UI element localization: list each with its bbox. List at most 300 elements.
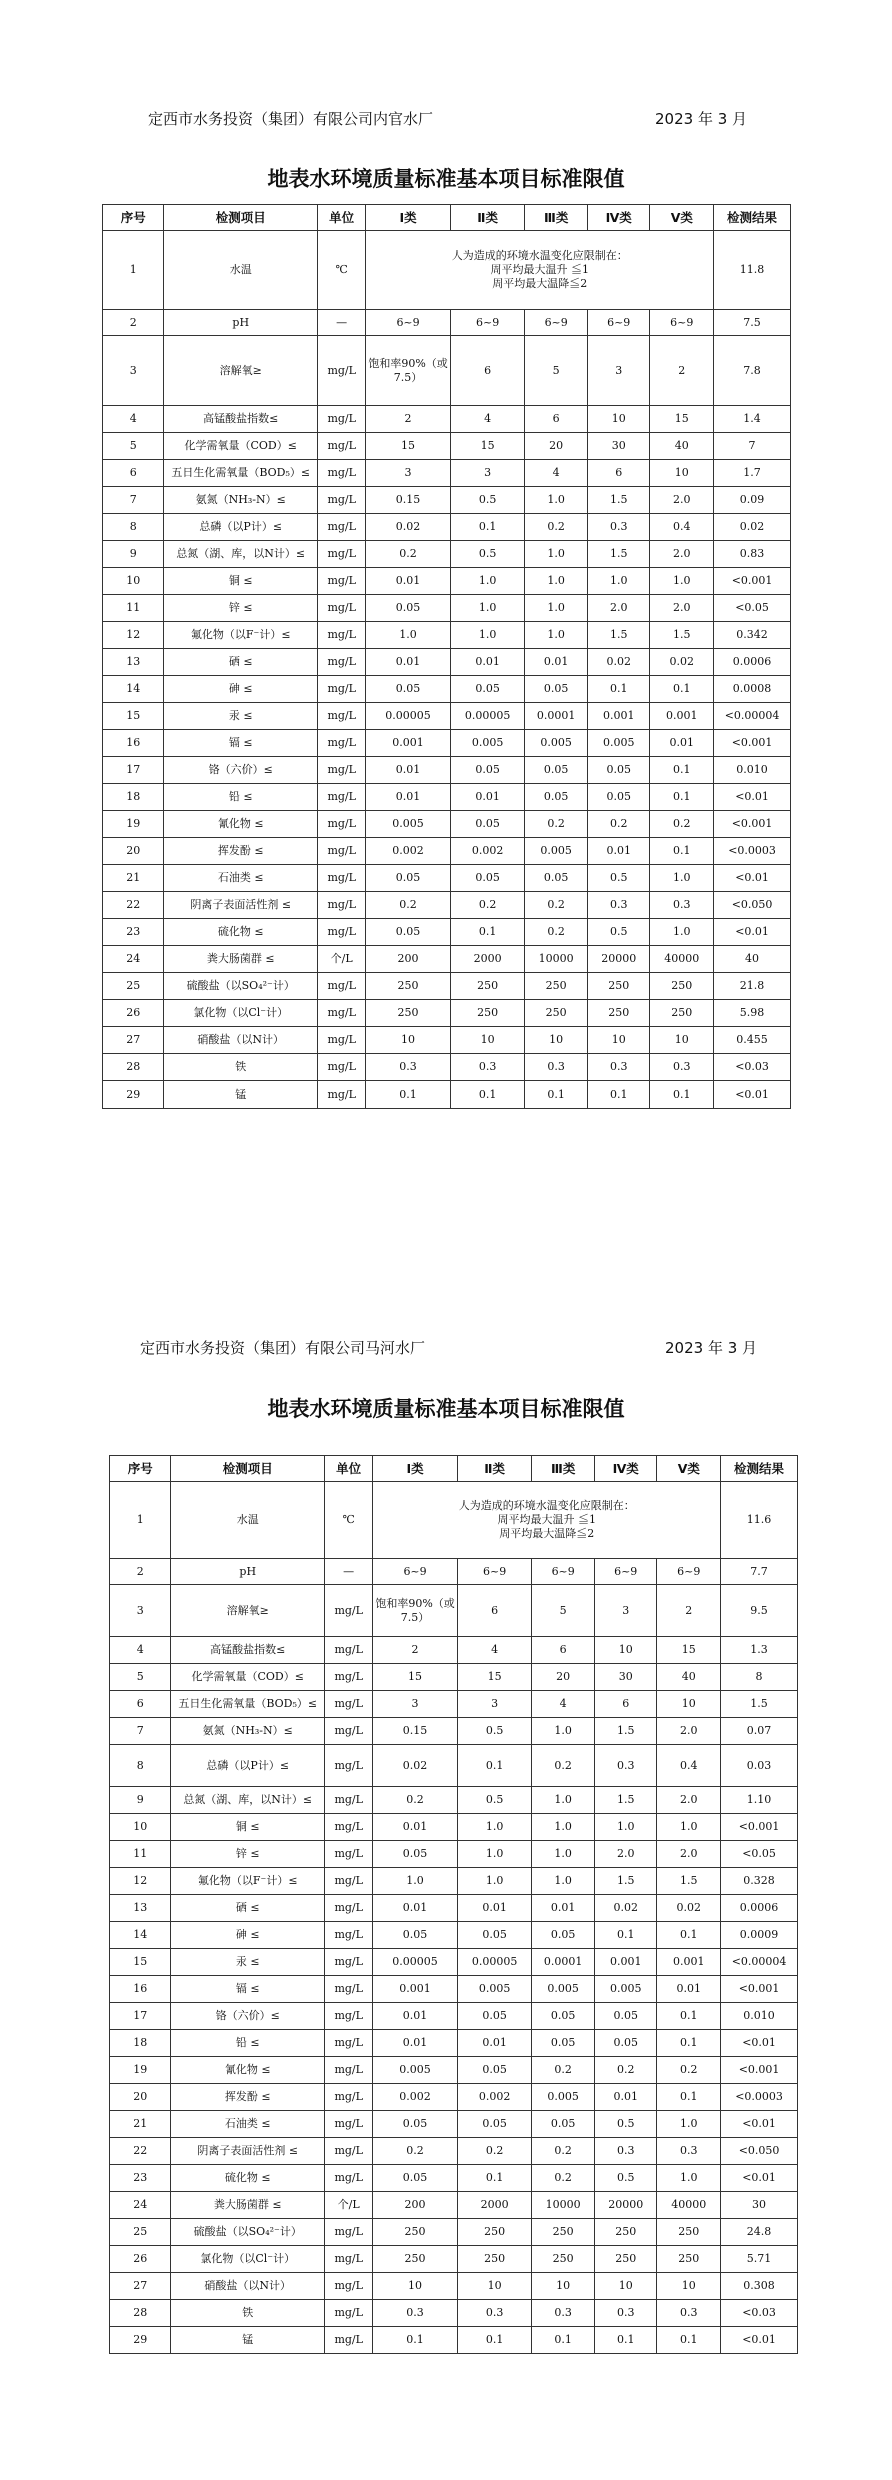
cell-item: 高锰酸盐指数≤ bbox=[171, 1637, 325, 1664]
cell-result: 7.8 bbox=[714, 336, 791, 406]
cell-item: 氨氮（NH₃-N）≤ bbox=[164, 487, 318, 514]
cell-class-4: 0.5 bbox=[594, 2111, 657, 2138]
header-item: 检测项目 bbox=[171, 1456, 325, 1482]
cell-class-3: 6 bbox=[525, 406, 588, 433]
cell-class-2: 6 bbox=[457, 1585, 532, 1637]
water-temp-note-line: 周平均最大温降≦2 bbox=[499, 1526, 595, 1540]
cell-class-2: 4 bbox=[450, 406, 525, 433]
cell-class-2: 4 bbox=[457, 1637, 532, 1664]
cell-unit: mg/L bbox=[318, 1000, 366, 1027]
cell-class-5: 10 bbox=[650, 460, 714, 487]
cell-class-3: 1.0 bbox=[532, 1841, 595, 1868]
cell-unit: — bbox=[318, 310, 366, 336]
cell-class-4: 0.2 bbox=[594, 2057, 657, 2084]
cell-class-3: 20 bbox=[532, 1664, 595, 1691]
cell-class-5: 0.02 bbox=[650, 649, 714, 676]
cell-item: pH bbox=[171, 1559, 325, 1585]
cell-item: 总磷（以P计）≤ bbox=[171, 1745, 325, 1787]
cell-class-5: 2.0 bbox=[650, 541, 714, 568]
cell-class-1: 0.3 bbox=[366, 1054, 450, 1081]
cell-unit: mg/L bbox=[325, 2300, 373, 2327]
cell-class-5: 40000 bbox=[657, 2192, 721, 2219]
cell-no: 12 bbox=[110, 1868, 171, 1895]
cell-result: 0.010 bbox=[721, 2003, 798, 2030]
cell-unit: mg/L bbox=[318, 595, 366, 622]
cell-unit: mg/L bbox=[325, 1745, 373, 1787]
table-row bbox=[110, 1787, 798, 1814]
cell-item: 石油类 ≤ bbox=[171, 2111, 325, 2138]
table-row bbox=[103, 1027, 791, 1054]
cell-no: 5 bbox=[103, 433, 164, 460]
cell-class-5: 0.2 bbox=[657, 2057, 721, 2084]
cell-no: 26 bbox=[103, 1000, 164, 1027]
cell-class-3: 0.05 bbox=[532, 1922, 595, 1949]
cell-no: 20 bbox=[103, 838, 164, 865]
cell-class-3: 0.0001 bbox=[532, 1949, 595, 1976]
water-temp-note-line: 周平均最大温升 ≦1 bbox=[497, 1513, 596, 1527]
cell-class-3: 0.005 bbox=[532, 1976, 595, 2003]
cell-class-4: 2.0 bbox=[594, 1841, 657, 1868]
cell-class-4: 0.1 bbox=[594, 1922, 657, 1949]
cell-item: 总氮（湖、库，以N计）≤ bbox=[164, 541, 318, 568]
cell-class-5: 0.3 bbox=[657, 2138, 721, 2165]
cell-result: 11.8 bbox=[714, 231, 791, 310]
cell-no: 16 bbox=[103, 730, 164, 757]
cell-result: 1.7 bbox=[714, 460, 791, 487]
cell-class-2: 6 bbox=[450, 336, 525, 406]
table-row bbox=[103, 487, 791, 514]
cell-class-1: 1.0 bbox=[366, 622, 450, 649]
cell-class-2: 0.05 bbox=[450, 865, 525, 892]
table-row bbox=[110, 1814, 798, 1841]
cell-class-5: 0.1 bbox=[657, 1922, 721, 1949]
cell-class-3: 0.05 bbox=[532, 2111, 595, 2138]
cell-no: 22 bbox=[110, 2138, 171, 2165]
table-row bbox=[103, 595, 791, 622]
table-row bbox=[103, 541, 791, 568]
table-row bbox=[103, 406, 791, 433]
cell-item: 硒 ≤ bbox=[164, 649, 318, 676]
cell-no: 18 bbox=[110, 2030, 171, 2057]
header-class-5: Ⅴ类 bbox=[657, 1456, 721, 1482]
cell-class-2: 10 bbox=[450, 1027, 525, 1054]
cell-class-3: 0.05 bbox=[525, 676, 588, 703]
cell-class-4: 0.02 bbox=[587, 649, 650, 676]
cell-class-1: 0.3 bbox=[373, 2300, 457, 2327]
cell-item: 砷 ≤ bbox=[171, 1922, 325, 1949]
standard-limits-table bbox=[102, 204, 791, 1109]
cell-item: pH bbox=[164, 310, 318, 336]
cell-result: <0.01 bbox=[714, 919, 791, 946]
cell-class-5: 1.0 bbox=[657, 2111, 721, 2138]
cell-item: 阴离子表面活性剂 ≤ bbox=[164, 892, 318, 919]
header-unit: 单位 bbox=[325, 1456, 373, 1482]
cell-no: 11 bbox=[103, 595, 164, 622]
cell-no: 7 bbox=[110, 1718, 171, 1745]
cell-class-1: 0.2 bbox=[373, 2138, 457, 2165]
cell-class-3: 6~9 bbox=[525, 310, 588, 336]
cell-result: <0.050 bbox=[714, 892, 791, 919]
cell-unit: mg/L bbox=[325, 1664, 373, 1691]
cell-item: 铅 ≤ bbox=[164, 784, 318, 811]
table-row bbox=[103, 703, 791, 730]
header-no: 序号 bbox=[103, 205, 164, 231]
cell-result: 0.03 bbox=[721, 1745, 798, 1787]
cell-class-4: 0.01 bbox=[587, 838, 650, 865]
cell-result: 11.6 bbox=[721, 1482, 798, 1559]
header-unit: 单位 bbox=[318, 205, 366, 231]
cell-class-4: 1.0 bbox=[594, 1814, 657, 1841]
table-row bbox=[110, 2300, 798, 2327]
cell-class-1: 饱和率90%（或7.5） bbox=[373, 1585, 457, 1637]
cell-result: <0.01 bbox=[721, 2165, 798, 2192]
cell-class-1: 10 bbox=[366, 1027, 450, 1054]
cell-class-1: 0.001 bbox=[373, 1976, 457, 2003]
cell-class-5: 250 bbox=[650, 1000, 714, 1027]
cell-class-3: 0.2 bbox=[532, 1745, 595, 1787]
cell-class-1: 250 bbox=[366, 1000, 450, 1027]
cell-item: 氟化物（以F⁻计）≤ bbox=[164, 622, 318, 649]
table-row bbox=[103, 460, 791, 487]
cell-result: 5.71 bbox=[721, 2246, 798, 2273]
cell-class-3: 0.2 bbox=[525, 514, 588, 541]
cell-unit: mg/L bbox=[318, 730, 366, 757]
cell-item: 汞 ≤ bbox=[171, 1949, 325, 1976]
cell-item: 水温 bbox=[164, 231, 318, 310]
table-row bbox=[103, 676, 791, 703]
cell-no: 9 bbox=[110, 1787, 171, 1814]
cell-unit: mg/L bbox=[325, 1787, 373, 1814]
cell-class-5: 2 bbox=[650, 336, 714, 406]
cell-class-5: 10 bbox=[650, 1027, 714, 1054]
header-class-1: Ⅰ类 bbox=[373, 1456, 457, 1482]
cell-class-4: 0.01 bbox=[594, 2084, 657, 2111]
cell-class-4: 1.0 bbox=[587, 568, 650, 595]
report-title: 地表水环境质量标准基本项目标准限值 bbox=[267, 1397, 625, 1421]
cell-class-1: 250 bbox=[366, 973, 450, 1000]
cell-class-5: 40 bbox=[657, 1664, 721, 1691]
table-row bbox=[110, 1691, 798, 1718]
cell-no: 6 bbox=[103, 460, 164, 487]
cell-item: 挥发酚 ≤ bbox=[164, 838, 318, 865]
cell-class-4: 0.05 bbox=[594, 2030, 657, 2057]
cell-result: 8 bbox=[721, 1664, 798, 1691]
cell-class-3: 10000 bbox=[525, 946, 588, 973]
cell-result: 7.5 bbox=[714, 310, 791, 336]
cell-no: 2 bbox=[110, 1559, 171, 1585]
cell-unit: mg/L bbox=[325, 2165, 373, 2192]
cell-class-2: 3 bbox=[450, 460, 525, 487]
cell-class-3: 0.01 bbox=[525, 649, 588, 676]
cell-item: 硝酸盐（以N计） bbox=[164, 1027, 318, 1054]
cell-class-5: 1.0 bbox=[650, 865, 714, 892]
water-temp-note-line: 周平均最大温升 ≦1 bbox=[490, 263, 589, 277]
cell-class-3: 0.005 bbox=[525, 730, 588, 757]
cell-result: 0.0006 bbox=[714, 649, 791, 676]
table-row bbox=[110, 2003, 798, 2030]
cell-no: 28 bbox=[110, 2300, 171, 2327]
cell-class-1: 200 bbox=[366, 946, 450, 973]
cell-unit: mg/L bbox=[325, 2219, 373, 2246]
cell-class-5: 0.1 bbox=[657, 2030, 721, 2057]
cell-class-1: 250 bbox=[373, 2246, 457, 2273]
table-row bbox=[103, 919, 791, 946]
cell-unit: mg/L bbox=[318, 676, 366, 703]
cell-class-1: 0.15 bbox=[366, 487, 450, 514]
cell-item: 铬（六价）≤ bbox=[164, 757, 318, 784]
table-row bbox=[110, 1868, 798, 1895]
cell-result: <0.01 bbox=[714, 784, 791, 811]
cell-class-4: 0.001 bbox=[594, 1949, 657, 1976]
cell-no: 10 bbox=[103, 568, 164, 595]
header-class-3: Ⅲ类 bbox=[532, 1456, 595, 1482]
cell-class-2: 0.005 bbox=[457, 1976, 532, 2003]
cell-class-4: 250 bbox=[587, 973, 650, 1000]
water-temp-limit-note bbox=[366, 231, 714, 310]
cell-no: 28 bbox=[103, 1054, 164, 1081]
table-row bbox=[110, 2219, 798, 2246]
cell-unit: mg/L bbox=[325, 2084, 373, 2111]
cell-class-3: 0.05 bbox=[525, 757, 588, 784]
cell-no: 5 bbox=[110, 1664, 171, 1691]
cell-result: 0.0008 bbox=[714, 676, 791, 703]
cell-class-4: 0.05 bbox=[594, 2003, 657, 2030]
cell-no: 24 bbox=[110, 2192, 171, 2219]
cell-no: 13 bbox=[103, 649, 164, 676]
cell-result: 0.02 bbox=[714, 514, 791, 541]
cell-class-2: 1.0 bbox=[450, 568, 525, 595]
table-row bbox=[110, 2111, 798, 2138]
cell-item: 镉 ≤ bbox=[171, 1976, 325, 2003]
cell-class-3: 4 bbox=[532, 1691, 595, 1718]
header-no: 序号 bbox=[110, 1456, 171, 1482]
cell-class-1: 0.2 bbox=[373, 1787, 457, 1814]
cell-class-4: 1.5 bbox=[587, 622, 650, 649]
cell-class-3: 0.1 bbox=[532, 2327, 595, 2354]
cell-class-4: 10 bbox=[594, 1637, 657, 1664]
table-row bbox=[110, 1718, 798, 1745]
cell-class-3: 0.2 bbox=[525, 919, 588, 946]
cell-item: 粪大肠菌群 ≤ bbox=[171, 2192, 325, 2219]
cell-unit: — bbox=[325, 1559, 373, 1585]
cell-unit: mg/L bbox=[318, 460, 366, 487]
cell-class-1: 0.002 bbox=[373, 2084, 457, 2111]
cell-class-2: 2000 bbox=[450, 946, 525, 973]
cell-class-4: 30 bbox=[587, 433, 650, 460]
cell-class-1: 2 bbox=[373, 1637, 457, 1664]
cell-class-3: 5 bbox=[525, 336, 588, 406]
cell-class-5: 15 bbox=[657, 1637, 721, 1664]
cell-class-5: 0.3 bbox=[650, 892, 714, 919]
cell-class-2: 0.01 bbox=[450, 649, 525, 676]
cell-class-4: 0.5 bbox=[587, 865, 650, 892]
cell-class-2: 0.1 bbox=[450, 919, 525, 946]
cell-class-1: 15 bbox=[366, 433, 450, 460]
cell-unit: 个/L bbox=[325, 2192, 373, 2219]
cell-no: 2 bbox=[103, 310, 164, 336]
cell-class-2: 0.2 bbox=[457, 2138, 532, 2165]
cell-result: <0.01 bbox=[714, 1081, 791, 1109]
cell-class-4: 20000 bbox=[587, 946, 650, 973]
cell-class-5: 0.02 bbox=[657, 1895, 721, 1922]
table-row bbox=[110, 1637, 798, 1664]
cell-class-3: 4 bbox=[525, 460, 588, 487]
cell-item: 阴离子表面活性剂 ≤ bbox=[171, 2138, 325, 2165]
cell-no: 11 bbox=[110, 1841, 171, 1868]
cell-class-3: 0.005 bbox=[532, 2084, 595, 2111]
cell-result: 0.0009 bbox=[721, 1922, 798, 1949]
header-item: 检测项目 bbox=[164, 205, 318, 231]
table-row bbox=[103, 568, 791, 595]
cell-class-4: 6~9 bbox=[587, 310, 650, 336]
cell-item: 硝酸盐（以N计） bbox=[171, 2273, 325, 2300]
cell-no: 7 bbox=[103, 487, 164, 514]
cell-class-2: 0.5 bbox=[450, 541, 525, 568]
cell-class-2: 0.01 bbox=[457, 2030, 532, 2057]
cell-result: 0.83 bbox=[714, 541, 791, 568]
cell-class-1: 15 bbox=[373, 1664, 457, 1691]
water-temp-limit-note bbox=[373, 1482, 721, 1559]
cell-result: 1.3 bbox=[721, 1637, 798, 1664]
cell-class-5: 250 bbox=[657, 2219, 721, 2246]
cell-item: 硫化物 ≤ bbox=[164, 919, 318, 946]
table-row bbox=[110, 2057, 798, 2084]
cell-class-4: 1.5 bbox=[594, 1718, 657, 1745]
cell-class-1: 饱和率90%（或7.5） bbox=[366, 336, 450, 406]
cell-class-1: 0.05 bbox=[373, 2111, 457, 2138]
cell-class-3: 250 bbox=[532, 2219, 595, 2246]
cell-unit: mg/L bbox=[325, 1585, 373, 1637]
cell-item: 锰 bbox=[164, 1081, 318, 1109]
cell-no: 21 bbox=[103, 865, 164, 892]
table-row bbox=[110, 1745, 798, 1787]
cell-class-1: 0.1 bbox=[373, 2327, 457, 2354]
cell-class-1: 0.05 bbox=[366, 676, 450, 703]
table-header-row bbox=[103, 205, 791, 231]
cell-result: 0.010 bbox=[714, 757, 791, 784]
cell-class-5: 2.0 bbox=[657, 1841, 721, 1868]
cell-class-1: 0.2 bbox=[366, 541, 450, 568]
report-date: 2023 年 3 月 bbox=[665, 1339, 758, 1357]
cell-class-4: 1.5 bbox=[587, 487, 650, 514]
cell-class-1: 0.05 bbox=[373, 2165, 457, 2192]
cell-class-1: 3 bbox=[373, 1691, 457, 1718]
cell-class-2: 1.0 bbox=[450, 595, 525, 622]
table-row bbox=[103, 946, 791, 973]
cell-class-1: 0.01 bbox=[366, 757, 450, 784]
cell-no: 24 bbox=[103, 946, 164, 973]
cell-item: 挥发酚 ≤ bbox=[171, 2084, 325, 2111]
header-result: 检测结果 bbox=[721, 1456, 798, 1482]
cell-result: <0.00004 bbox=[721, 1949, 798, 1976]
cell-no: 16 bbox=[110, 1976, 171, 2003]
cell-class-3: 0.01 bbox=[532, 1895, 595, 1922]
cell-class-3: 10 bbox=[532, 2273, 595, 2300]
cell-class-3: 0.005 bbox=[525, 838, 588, 865]
header-class-4: Ⅳ类 bbox=[587, 205, 650, 231]
cell-class-2: 0.3 bbox=[450, 1054, 525, 1081]
cell-class-1: 0.001 bbox=[366, 730, 450, 757]
cell-class-1: 250 bbox=[373, 2219, 457, 2246]
cell-class-5: 2 bbox=[657, 1585, 721, 1637]
cell-class-4: 0.001 bbox=[587, 703, 650, 730]
table-row bbox=[110, 2246, 798, 2273]
cell-item: 高锰酸盐指数≤ bbox=[164, 406, 318, 433]
cell-class-4: 0.5 bbox=[594, 2165, 657, 2192]
cell-result: <0.0003 bbox=[714, 838, 791, 865]
cell-item: 五日生化需氧量（BOD₅）≤ bbox=[171, 1691, 325, 1718]
cell-class-5: 0.4 bbox=[657, 1745, 721, 1787]
table-row bbox=[103, 433, 791, 460]
cell-result: <0.05 bbox=[721, 1841, 798, 1868]
cell-class-5: 1.0 bbox=[657, 1814, 721, 1841]
cell-no: 23 bbox=[110, 2165, 171, 2192]
cell-no: 19 bbox=[103, 811, 164, 838]
cell-class-4: 0.005 bbox=[594, 1976, 657, 2003]
cell-class-3: 1.0 bbox=[525, 541, 588, 568]
cell-class-3: 1.0 bbox=[532, 1814, 595, 1841]
cell-class-2: 0.05 bbox=[457, 2111, 532, 2138]
cell-class-2: 0.1 bbox=[457, 2327, 532, 2354]
cell-class-4: 0.005 bbox=[587, 730, 650, 757]
cell-class-3: 0.2 bbox=[525, 892, 588, 919]
cell-result: 0.328 bbox=[721, 1868, 798, 1895]
cell-class-1: 6~9 bbox=[366, 310, 450, 336]
cell-no: 4 bbox=[103, 406, 164, 433]
cell-result: <0.03 bbox=[721, 2300, 798, 2327]
cell-class-1: 0.01 bbox=[373, 2030, 457, 2057]
cell-class-5: 6~9 bbox=[650, 310, 714, 336]
cell-class-3: 6~9 bbox=[532, 1559, 595, 1585]
cell-class-5: 0.3 bbox=[657, 2300, 721, 2327]
cell-class-2: 0.01 bbox=[450, 784, 525, 811]
cell-result: 1.4 bbox=[714, 406, 791, 433]
cell-class-1: 0.01 bbox=[373, 1814, 457, 1841]
table-row bbox=[110, 1585, 798, 1637]
cell-class-5: 0.1 bbox=[657, 2084, 721, 2111]
cell-class-1: 0.02 bbox=[366, 514, 450, 541]
cell-class-5: 250 bbox=[650, 973, 714, 1000]
table-row bbox=[103, 730, 791, 757]
standard-limits-table bbox=[109, 1455, 798, 2354]
cell-class-1: 0.15 bbox=[373, 1718, 457, 1745]
cell-class-1: 0.00005 bbox=[373, 1949, 457, 1976]
cell-class-1: 0.05 bbox=[373, 1922, 457, 1949]
cell-unit: mg/L bbox=[325, 2111, 373, 2138]
cell-class-3: 250 bbox=[525, 1000, 588, 1027]
cell-class-3: 250 bbox=[525, 973, 588, 1000]
cell-class-4: 250 bbox=[594, 2246, 657, 2273]
cell-class-1: 0.00005 bbox=[366, 703, 450, 730]
cell-class-2: 1.0 bbox=[457, 1814, 532, 1841]
header-class-5: Ⅴ类 bbox=[650, 205, 714, 231]
cell-class-2: 1.0 bbox=[457, 1868, 532, 1895]
cell-unit: mg/L bbox=[318, 973, 366, 1000]
cell-class-2: 0.3 bbox=[457, 2300, 532, 2327]
cell-class-2: 0.05 bbox=[457, 2003, 532, 2030]
cell-class-2: 0.05 bbox=[450, 811, 525, 838]
table-row-water-temp bbox=[103, 231, 791, 310]
cell-no: 4 bbox=[110, 1637, 171, 1664]
cell-class-3: 1.0 bbox=[525, 487, 588, 514]
cell-class-5: 6~9 bbox=[657, 1559, 721, 1585]
cell-class-2: 1.0 bbox=[457, 1841, 532, 1868]
cell-class-4: 3 bbox=[587, 336, 650, 406]
cell-result: <0.01 bbox=[721, 2030, 798, 2057]
cell-unit: mg/L bbox=[318, 1081, 366, 1109]
cell-class-3: 0.0001 bbox=[525, 703, 588, 730]
cell-item: 铁 bbox=[171, 2300, 325, 2327]
